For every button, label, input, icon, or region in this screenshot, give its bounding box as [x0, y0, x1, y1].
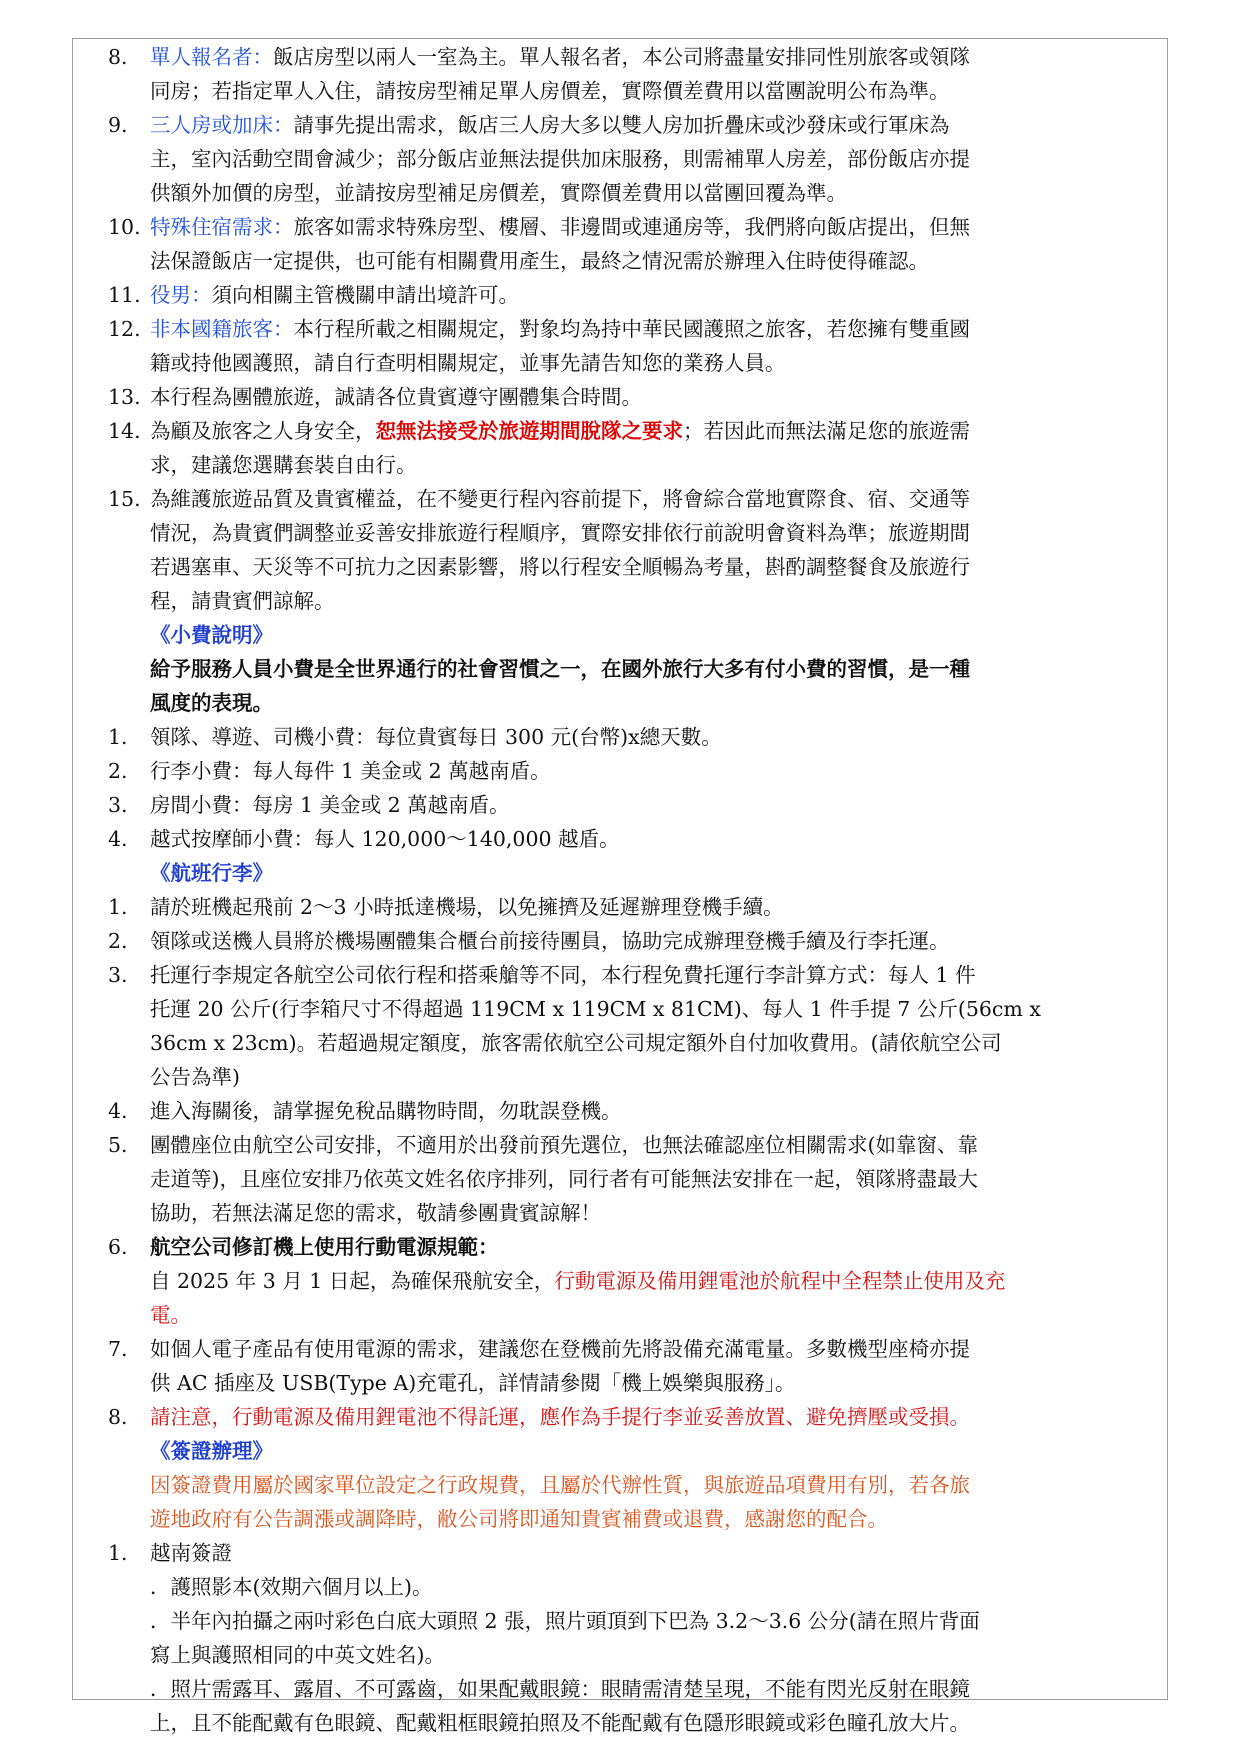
section-heading-tips: 《小費說明》: [150, 623, 273, 647]
flight-item-6-line-2: [108, 1264, 1160, 1298]
rule-term: 役男：: [150, 283, 212, 307]
rule-12-line-2: [108, 346, 1160, 380]
visa-bullet-2-line-1: [108, 1604, 1160, 1638]
visa-note: 遊地政府有公告調漲或調降時，敝公司將即通知貴賓補費或退費，感謝您的配合。: [150, 1507, 888, 1531]
item-number: 3.: [108, 963, 128, 987]
rule-15-line-1: [108, 482, 1160, 516]
item-text: 36cm x 23cm)。若超過規定額度，旅客需依航空公司規定額外自付加收費用。(請依航空公司: [150, 1031, 1002, 1055]
rule-term: 單人報名者：: [150, 45, 273, 69]
tips-item: [108, 720, 1160, 754]
flight-item-5-line-2: [108, 1162, 1160, 1196]
rule-text: 請事先提出需求，飯店三人房大多以雙人房加折疊床或沙發床或行軍床為: [293, 113, 950, 137]
item-number: 2.: [108, 929, 128, 953]
rule-text: 為維護旅遊品質及貴賓權益，在不變更行程內容前提下，將會綜合當地實際食、宿、交通等: [150, 487, 970, 511]
flight-item-7-line-2: [108, 1366, 1160, 1400]
tips-item: [108, 822, 1160, 856]
flight-item-1: [108, 890, 1160, 924]
visa-bullet-2-line-2: [108, 1638, 1160, 1672]
tips-heading-line: [108, 618, 1160, 652]
document-body: [108, 40, 1160, 1740]
rule-number: 15.: [108, 487, 141, 511]
bullet-text: ．護照影本(效期六個月以上)。: [150, 1575, 433, 1599]
item-number: 5.: [108, 1133, 128, 1157]
item-text: 領隊或送機人員將於機場團體集合櫃台前接待團員，協助完成辦理登機手續及行李托運。: [150, 929, 950, 953]
rule-text: ；若因此而無法滿足您的旅遊需: [683, 419, 970, 443]
flight-item-6-line-1: [108, 1230, 1160, 1264]
item-text: 供 AC 插座及 USB(Type A)充電孔，詳情請參閱「機上娛樂與服務」。: [150, 1371, 796, 1395]
item-text: 如個人電子產品有使用電源的需求，建議您在登機前先將設備充滿電量。多數機型座椅亦提: [150, 1337, 970, 1361]
highlight-warning: 恕無法接受於旅遊期間脫隊之要求: [375, 419, 683, 443]
rule-15-line-3: [108, 550, 1160, 584]
rule-text: 同房；若指定單人入住，請按房型補足單人房價差，實際價差費用以當團說明公布為準。: [150, 79, 950, 103]
item-text: 團體座位由航空公司安排，不適用於出發前預先選位，也無法確認座位相關需求(如靠窗、靠: [150, 1133, 978, 1157]
item-text: 協助，若無法滿足您的需求，敬請參團貴賓諒解！: [150, 1201, 601, 1225]
rule-14-line-2: [108, 448, 1160, 482]
item-number: 6.: [108, 1235, 128, 1259]
flight-heading-line: [108, 856, 1160, 890]
visa-note: 因簽證費用屬於國家單位設定之行政規費，且屬於代辦性質，與旅遊品項費用有別，若各旅: [150, 1473, 970, 1497]
rule-14-line-1: [108, 414, 1160, 448]
visa-bullet-3-line-2: [108, 1706, 1160, 1740]
rule-number: 12.: [108, 317, 141, 341]
bullet-text: ．半年內拍攝之兩吋彩色白底大頭照 2 張，照片頭頂到下巴為 3.2～3.6 公分(請在照片背面: [150, 1609, 980, 1633]
flight-item-3-line-3: [108, 1026, 1160, 1060]
item-number: 1.: [108, 725, 128, 749]
rule-9-line-3: [108, 176, 1160, 210]
rule-9-line-2: [108, 142, 1160, 176]
visa-heading-line: [108, 1434, 1160, 1468]
rule-text: 本行程所載之相關規定，對象均為持中華民國護照之旅客，若您擁有雙重國: [293, 317, 970, 341]
item-number: 4.: [108, 827, 128, 851]
rule-text: 供額外加價的房型，並請按房型補足房價差，實際價差費用以當團回覆為準。: [150, 181, 847, 205]
rule-text: 須向相關主管機關申請出境許可。: [211, 283, 519, 307]
visa-bullet-1: [108, 1570, 1160, 1604]
item-text: 領隊、導遊、司機小費：每位貴賓每日 300 元(台幣)x總天數。: [150, 725, 722, 749]
rule-10-line-1: [108, 210, 1160, 244]
rule-13-line-1: [108, 380, 1160, 414]
rule-text: 旅客如需求特殊房型、樓層、非邊間或連通房等，我們將向飯店提出，但無: [293, 215, 970, 239]
rule-12-line-1: [108, 312, 1160, 346]
flight-item-7-line-1: [108, 1332, 1160, 1366]
highlight-warning: 請注意，行動電源及備用鋰電池不得託運，應作為手提行李並妥善放置、避免擠壓或受損。: [150, 1405, 970, 1429]
rule-text: 求，建議您選購套裝自由行。: [150, 453, 417, 477]
flight-item-8: [108, 1400, 1160, 1434]
flight-item-5-line-3: [108, 1196, 1160, 1230]
rule-text: 本行程為團體旅遊，誠請各位貴賓遵守團體集合時間。: [150, 385, 642, 409]
tips-intro-line-2: [108, 686, 1160, 720]
rule-text: 主，室內活動空間會減少；部分飯店並無法提供加床服務，則需補單人房差，部份飯店亦提: [150, 147, 970, 171]
rule-9-line-1: [108, 108, 1160, 142]
item-text: 行李小費：每人每件 1 美金或 2 萬越南盾。: [150, 759, 551, 783]
rule-15-line-2: [108, 516, 1160, 550]
rule-8-line-1: [108, 40, 1160, 74]
rule-number: 10.: [108, 215, 141, 239]
flight-item-2: [108, 924, 1160, 958]
rule-number: 9.: [108, 113, 128, 137]
item-number: 1.: [108, 1541, 128, 1565]
visa-bullet-3-line-1: [108, 1672, 1160, 1706]
rule-number: 8.: [108, 45, 128, 69]
item-text: 請於班機起飛前 2～3 小時抵達機場，以免擁擠及延遲辦理登機手續。: [150, 895, 784, 919]
rule-text: 若遇塞車、天災等不可抗力之因素影響，將以行程安全順暢為考量，斟酌調整餐食及旅遊行: [150, 555, 970, 579]
rule-number: 11.: [108, 283, 141, 307]
flight-item-3-line-2: [108, 992, 1160, 1026]
item-text: 公告為準): [150, 1065, 240, 1089]
rule-15-line-4: [108, 584, 1160, 618]
rule-11-line-1: [108, 278, 1160, 312]
rule-text: 為顧及旅客之人身安全，: [150, 419, 376, 443]
flight-item-3-line-4: [108, 1060, 1160, 1094]
rule-10-line-2: [108, 244, 1160, 278]
rule-text: 法保證飯店一定提供，也可能有相關費用產生，最終之情況需於辦理入住時使得確認。: [150, 249, 929, 273]
flight-item-5-line-1: [108, 1128, 1160, 1162]
tips-item: [108, 754, 1160, 788]
highlight-warning: 電。: [150, 1303, 191, 1327]
rule-term: 特殊住宿需求：: [150, 215, 294, 239]
rule-text: 情況，為貴賓們調整並妥善安排旅遊行程順序，實際安排依行前說明會資料為準；旅遊期間: [150, 521, 970, 545]
item-title: 航空公司修訂機上使用行動電源規範：: [150, 1235, 499, 1259]
highlight-warning: 行動電源及備用鋰電池於航程中全程禁止使用及充: [554, 1269, 1006, 1293]
item-number: 7.: [108, 1337, 128, 1361]
visa-note-line-1: [108, 1468, 1160, 1502]
flight-item-4: [108, 1094, 1160, 1128]
tips-intro: 風度的表現。: [150, 691, 273, 715]
item-text: 自 2025 年 3 月 1 日起，為確保飛航安全，: [150, 1269, 555, 1293]
section-heading-visa: 《簽證辦理》: [150, 1439, 273, 1463]
item-number: 3.: [108, 793, 128, 817]
item-number: 2.: [108, 759, 128, 783]
tips-intro: 給予服務人員小費是全世界通行的社會習慣之一，在國外旅行大多有付小費的習慣，是一種: [150, 657, 970, 681]
rule-text: 籍或持他國護照，請自行查明相關規定，並事先請告知您的業務人員。: [150, 351, 786, 375]
item-text: 房間小費：每房 1 美金或 2 萬越南盾。: [150, 793, 510, 817]
item-text: 托運行李規定各航空公司依行程和搭乘艙等不同，本行程免費托運行李計算方式：每人 1 件: [150, 963, 976, 987]
item-text: 越南簽證: [150, 1541, 232, 1565]
item-text: 走道等)，且座位安排乃依英文姓名依序排列，同行者有可能無法安排在一起，領隊將盡最大: [150, 1167, 978, 1191]
tips-item: [108, 788, 1160, 822]
flight-item-3-line-1: [108, 958, 1160, 992]
rule-term: 三人房或加床：: [150, 113, 294, 137]
bullet-text: 寫上與護照相同的中英文姓名)。: [150, 1643, 445, 1667]
rule-text: 程，請貴賓們諒解。: [150, 589, 335, 613]
rule-term: 非本國籍旅客：: [150, 317, 294, 341]
item-text: 進入海關後，請掌握免稅品購物時間，勿耽誤登機。: [150, 1099, 622, 1123]
item-number: 8.: [108, 1405, 128, 1429]
rule-number: 13.: [108, 385, 141, 409]
bullet-text: ．照片需露耳、露眉、不可露齒，如果配戴眼鏡：眼睛需清楚呈現，不能有閃光反射在眼鏡: [150, 1677, 970, 1701]
item-text: 越式按摩師小費：每人 120,000～140,000 越盾。: [150, 827, 620, 851]
item-number: 4.: [108, 1099, 128, 1123]
bullet-text: 上，且不能配戴有色眼鏡、配戴粗框眼鏡拍照及不能配戴有色隱形眼鏡或彩色瞳孔放大片。: [150, 1711, 970, 1735]
visa-item-1: [108, 1536, 1160, 1570]
item-number: 1.: [108, 895, 128, 919]
item-text: 托運 20 公斤(行李箱尺寸不得超過 119CM x 119CM x 81CM)、每人 1 件手提 7 公斤(56cm x: [150, 997, 1041, 1021]
tips-intro-line-1: [108, 652, 1160, 686]
flight-item-6-line-3: [108, 1298, 1160, 1332]
section-heading-flight: 《航班行李》: [150, 861, 273, 885]
rule-number: 14.: [108, 419, 141, 443]
visa-note-line-2: [108, 1502, 1160, 1536]
rule-8-line-2: [108, 74, 1160, 108]
rule-text: 飯店房型以兩人一室為主。單人報名者，本公司將盡量安排同性別旅客或領隊: [273, 45, 970, 69]
